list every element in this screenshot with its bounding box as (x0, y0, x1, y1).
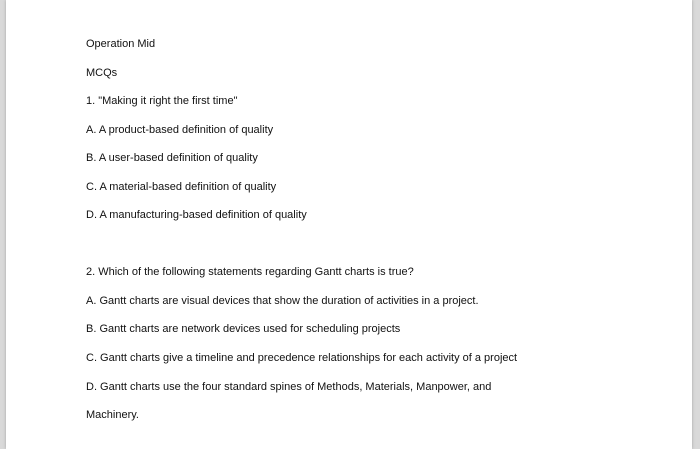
document-page (6, 0, 692, 449)
question-1-option-c: C. A material-based definition of quality (86, 181, 277, 193)
question-2-option-c: C. Gantt charts give a timeline and precedence relationships for each activity of a project (86, 352, 518, 364)
question-1-option-d: D. A manufacturing-based definition of quality (86, 209, 307, 221)
question-2-stem: 2. Which of the following statements regarding Gantt charts is true? (86, 266, 414, 278)
question-2-option-d-continued: Machinery. (86, 409, 139, 421)
question-1-option-b: B. A user-based definition of quality (86, 152, 258, 164)
question-1-option-a: A. A product-based definition of quality (86, 124, 274, 136)
question-2-option-b: B. Gantt charts are network devices used for scheduling projects (86, 323, 401, 335)
section-heading: MCQs (86, 67, 118, 79)
question-2-option-a: A. Gantt charts are visual devices that show the duration of activities in a project. (86, 295, 479, 307)
document-title: Operation Mid (86, 38, 156, 50)
question-2-option-d: D. Gantt charts use the four standard spines of Methods, Materials, Manpower, and (86, 381, 492, 393)
question-1-stem: 1. "Making it right the first time" (86, 95, 238, 107)
